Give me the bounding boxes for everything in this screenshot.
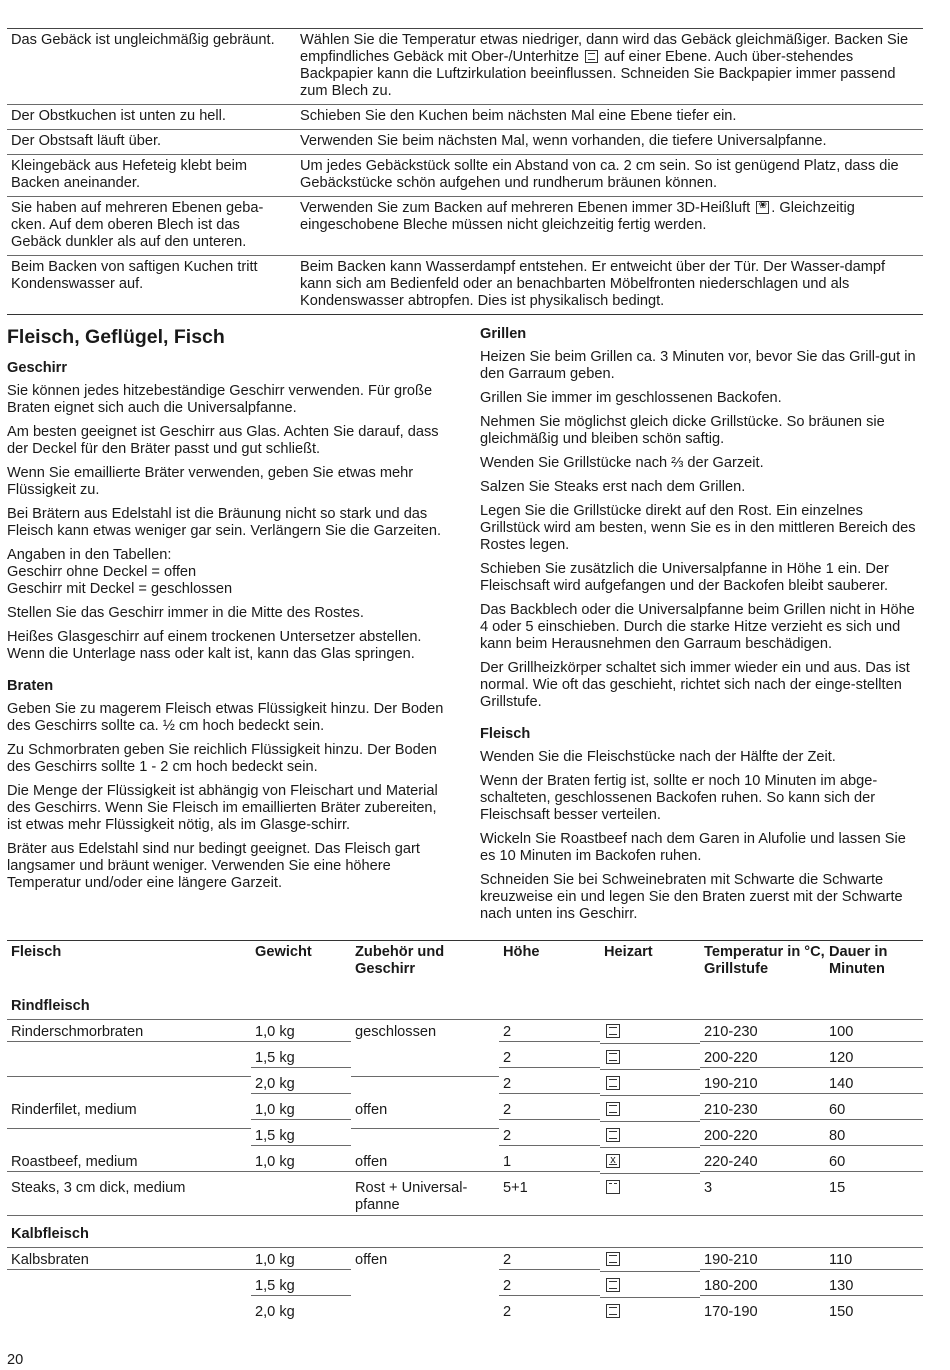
solution-cell: Schieben Sie den Kuchen beim nächsten Mal eine Ebene tiefer ein. [300,108,737,124]
cell-temperatur: 220-240 [700,1150,825,1172]
table-row [7,1098,923,1124]
cell-gewicht: 1,5 kg [251,1274,351,1296]
cell-heizart [600,1072,700,1096]
paragraph: Zu Schmorbraten geben Sie reichlich Flüssigkeit hinzu. Der Boden des Geschirrs sollte 1 - 2 cm hoch bedeckt sein. [7,742,437,775]
cell-gewicht: 1,0 kg [251,1098,351,1120]
trouble-row [7,197,923,256]
hot-air-gentle-icon [606,1154,620,1168]
table-row [7,1176,923,1216]
cell-heizart [600,1176,700,1199]
solution-text: auf einer Ebene. Auch über-stehendes Backpapier kann die Luftzirkulation beeinflussen. Schneiden Sie Backpapier immer passend zum Blech zu. [300,49,896,99]
table-row [7,1124,923,1150]
top-bottom-heat-icon [606,1076,620,1090]
cell-zubehoer [351,1300,499,1304]
cell-gewicht: 2,0 kg [251,1072,351,1094]
cell-dauer: 140 [825,1072,923,1094]
top-bottom-heat-icon [606,1278,620,1292]
right-column [480,326,924,930]
header-zubehoer: Zubehör und Geschirr [355,944,445,977]
paragraph: Bräter aus Edelstahl sind nur bedingt geeignet. Das Fleisch gart langsamer und bräunt weniger. Verwenden Sie eine höhere Temperatur und/oder eine längere Garzeit. [7,841,420,891]
cell-heizart [600,1150,700,1174]
cell-temperatur: 200-220 [700,1046,825,1068]
paragraph: Sie können jedes hitzebeständige Geschirr verwenden. Für große Braten eignet sich auch die Universalpfanne. [7,383,433,416]
table-row [7,1046,923,1072]
problem-cell: Kleingebäck aus Hefeteig klebt beim Backen aneinander. [11,158,248,191]
cell-heizart [600,1046,700,1070]
cell-name: Rinderschmorbraten [7,1020,251,1042]
paragraph: Wenden Sie die Fleischstücke nach der Hälfte der Zeit. [480,749,836,765]
cell-name [7,1124,251,1129]
trouble-row [7,256,923,315]
subheading-fleisch: Fleisch [480,726,531,742]
subheading-geschirr: Geschirr [7,360,68,376]
cell-hoehe: 2 [499,1020,600,1042]
cell-temperatur: 180-200 [700,1274,825,1296]
page-number: 20 [7,1352,24,1368]
problem-cell: Beim Backen von saftigen Kuchen tritt Kondenswasser auf. [11,259,258,292]
cell-zubehoer [351,1046,499,1050]
table-row [7,1020,923,1046]
cell-name: Roastbeef, medium [7,1150,251,1172]
header-gewicht: Gewicht [255,944,312,960]
cell-zubehoer: offen [355,1252,388,1268]
subheading-grillen: Grillen [480,326,527,342]
troubleshooting-table [7,28,923,315]
cell-zubehoer: Rost + Universal-pfanne [355,1180,468,1213]
category-rindfleisch: Rindfleisch [7,988,923,1020]
paragraph: Legen Sie die Grillstücke direkt auf den Rost. Ein einzelnes Grillstück wird am besten, wenn Sie es in den mittleren Bereich des Rostes legen. [480,503,916,553]
cell-name [7,1300,251,1304]
cell-name [7,1046,251,1050]
cell-gewicht: 1,0 kg [251,1150,351,1172]
solution-cell: Verwenden Sie beim nächsten Mal, wenn vorhanden, die tiefere Universalpfanne. [300,133,827,149]
cell-name [7,1072,251,1077]
cell-heizart [600,1020,700,1044]
paragraph: Die Menge der Flüssigkeit ist abhängig von Fleischart und Material des Geschirrs. Wenn Sie Fleisch im emaillierten Bräter zubereiten, ist etwas mehr Flüssigkeit nötig, als im Glasge-schirr. [7,783,438,833]
cell-dauer: 110 [825,1248,923,1270]
paragraph: Der Grillheizkörper schaltet sich immer wieder ein und aus. Das ist normal. Wie oft das geschieht, richtet sich nach der einge-stellten Grillstufe. [480,660,910,710]
cell-gewicht: 1,5 kg [251,1046,351,1068]
cell-temperatur: 210-230 [700,1098,825,1120]
solution-cell [296,32,923,100]
table-header-row [7,941,923,988]
solution-text: . Gleichzeitig eingeschobene Bleche müssen nicht gleichzeitig fertig werden. [300,200,855,233]
table-row [7,1248,923,1274]
solution-cell: Beim Backen kann Wasserdampf entstehen. Er entweicht über der Tür. Der Wasser-dampf kann sich am Bedienfeld oder an benachbarten Möbelfronten niederschlagen und als Kondenswasser abtropfen. Dies ist physikalisch bedingt. [300,259,886,309]
paragraph: Nehmen Sie möglichst gleich dicke Grillstücke. So bräunen sie gleichmäßig und bleiben schön saftig. [480,414,885,447]
cell-dauer: 120 [825,1046,923,1068]
top-bottom-heat-icon [606,1304,620,1318]
paragraph: Stellen Sie das Geschirr immer in die Mitte des Rostes. [7,605,364,621]
problem-cell: Das Gebäck ist ungleichmäßig gebräunt. [11,32,275,48]
cell-name [7,1274,251,1278]
cell-name: Rinderfilet, medium [11,1102,137,1118]
section-title: Fleisch, Geflügel, Fisch [7,326,225,348]
cell-hoehe: 2 [499,1046,600,1068]
cell-temperatur: 190-210 [700,1248,825,1270]
header-temperatur: Temperatur in °C, Grillstufe [704,944,825,977]
cell-heizart [600,1274,700,1298]
table-row [7,1274,923,1300]
header-fleisch: Fleisch [11,944,62,960]
cell-zubehoer [351,1124,499,1129]
cell-zubehoer: offen [351,1150,499,1172]
cell-zubehoer: geschlossen [355,1024,437,1040]
trouble-row [7,155,923,197]
cell-zubehoer [351,1072,499,1077]
trouble-row [7,29,923,105]
cell-hoehe: 2 [499,1072,600,1094]
paragraph: Wenn Sie emaillierte Bräter verwenden, geben Sie etwas mehr Flüssigkeit zu. [7,465,414,498]
cell-temperatur: 200-220 [700,1124,825,1146]
cell-gewicht: 1,0 kg [251,1248,351,1270]
cell-hoehe: 2 [499,1274,600,1296]
cell-dauer: 15 [829,1180,846,1196]
cell-zubehoer: offen [355,1102,388,1118]
top-bottom-heat-icon [606,1128,620,1142]
cell-temperatur: 210-230 [700,1020,825,1042]
paragraph: Schieben Sie zusätzlich die Universalpfanne in Höhe 1 ein. Der Fleischsaft wird aufgefangen und der Backofen bleibt sauberer. [480,561,889,594]
solution-text: Wählen Sie die Temperatur etwas niedriger, dann wird das Gebäck gleichmäßiger. Backen Sie empfindliches Gebäck mit Ober-/Unterhitze [300,32,909,65]
paragraph: Wenden Sie Grillstücke nach ⅔ der Garzeit. [480,455,764,471]
cell-heizart [600,1124,700,1148]
trouble-row [7,105,923,130]
top-bottom-heat-icon [606,1252,620,1266]
cell-heizart [600,1098,700,1122]
oven-top-bottom-heat-icon [585,50,598,63]
solution-text: Verwenden Sie zum Backen auf mehreren Ebenen immer 3D-Heißluft [300,200,751,216]
grill-large-area-icon [606,1180,620,1194]
cell-hoehe: 2 [499,1248,600,1270]
paragraph: Wickeln Sie Roastbeef nach dem Garen in Alufolie und lassen Sie es 10 Minuten im Backofen ruhen. [480,831,906,864]
paragraph: Salzen Sie Steaks erst nach dem Grillen. [480,479,746,495]
cell-gewicht [251,1176,351,1180]
table-row [7,1072,923,1098]
problem-cell: Der Obstsaft läuft über. [11,133,162,149]
paragraph: Heizen Sie beim Grillen ca. 3 Minuten vor, bevor Sie das Grill-gut in den Garraum geben. [480,349,916,382]
cell-temperatur: 190-210 [700,1072,825,1094]
paragraph: Das Backblech oder die Universalpfanne beim Grillen nicht in Höhe 4 oder 5 einschieben. Durch die starke Hitze verzieht es sich und kann beim Herausnehmen den Garraum beschädigen. [480,602,915,652]
cell-dauer: 80 [825,1124,923,1146]
cell-dauer: 130 [825,1274,923,1296]
legend-line: Geschirr ohne Deckel = offen [7,564,197,580]
paragraph: Am besten geeignet ist Geschirr aus Glas. Achten Sie darauf, dass der Deckel für den Bräter passt und gut schließt. [7,424,439,457]
paragraph: Wenn der Braten fertig ist, sollte er noch 10 Minuten im abge-schalteten, geschlossenen Backofen ruhen. So kann sich der Fleischsaft besser verteilen. [480,773,878,823]
cell-hoehe: 5+1 [503,1180,528,1196]
cell-gewicht: 1,5 kg [251,1124,351,1146]
table-row [7,1300,923,1326]
meat-table [7,940,923,1326]
cell-dauer: 100 [825,1020,923,1042]
cell-name: Steaks, 3 cm dick, medium [11,1180,186,1196]
cell-heizart [600,1300,700,1323]
cell-gewicht: 1,0 kg [251,1020,351,1042]
paragraph: Geben Sie zu magerem Fleisch etwas Flüssigkeit hinzu. Der Boden des Geschirrs sollte ca. ½ cm hoch bedeckt sein. [7,701,444,734]
paragraph: Schneiden Sie bei Schweinebraten mit Schwarte die Schwarte kreuzweise ein und legen Sie den Braten zuerst mit der Schwarte nach unten ins Geschirr. [480,872,903,922]
cell-hoehe: 2 [503,1304,512,1320]
legend-line: Angaben in den Tabellen: [7,547,172,563]
paragraph: Bei Brätern aus Edelstahl ist die Bräunung nicht so stark und das Fleisch kann etwas weniger gar sein. Verlängern Sie die Garzeiten. [7,506,441,539]
cell-dauer: 150 [829,1304,854,1320]
solution-cell [296,200,923,251]
cell-zubehoer [351,1274,499,1278]
header-dauer: Dauer in Minuten [829,944,888,977]
solution-cell: Um jedes Gebäckstück sollte ein Abstand von ca. 2 cm sein. So ist genügend Platz, dass die Gebäckstücke schön aufgehen und rundherum bräunen können. [300,158,899,191]
header-heizart: Heizart [604,944,653,960]
paragraph: Grillen Sie immer im geschlossenen Backofen. [480,390,782,406]
top-bottom-heat-icon [606,1050,620,1064]
legend-line: Geschirr mit Deckel = geschlossen [7,581,233,597]
problem-cell: Der Obstkuchen ist unten zu hell. [11,108,226,124]
cell-temperatur: 3 [704,1180,713,1196]
category-kalbfleisch: Kalbfleisch [7,1216,923,1248]
cell-dauer: 60 [825,1150,923,1172]
cell-dauer: 60 [825,1098,923,1120]
cell-hoehe: 2 [499,1124,600,1146]
top-bottom-heat-icon [606,1024,620,1038]
top-bottom-heat-icon [606,1102,620,1116]
oven-3d-hot-air-icon [756,201,769,214]
cell-name: Kalbsbraten [7,1248,251,1270]
paragraph-table-legend [7,547,455,598]
cell-hoehe: 1 [499,1150,600,1172]
cell-gewicht: 2,0 kg [255,1304,295,1320]
subheading-braten: Braten [7,678,54,694]
cell-hoehe: 2 [499,1098,600,1120]
header-hoehe: Höhe [503,944,540,960]
cell-heizart [600,1248,700,1272]
problem-cell: Sie haben auf mehreren Ebenen geba-cken. Auf dem oberen Blech ist das Gebäck dunkler als auf den unteren. [11,200,264,250]
left-column [7,322,455,899]
paragraph: Heißes Glasgeschirr auf einem trockenen Untersetzer abstellen. Wenn die Unterlage nass oder kalt ist, kann das Glas springen. [7,629,422,662]
trouble-row [7,130,923,155]
table-row [7,1150,923,1176]
cell-temperatur: 170-190 [704,1304,758,1320]
